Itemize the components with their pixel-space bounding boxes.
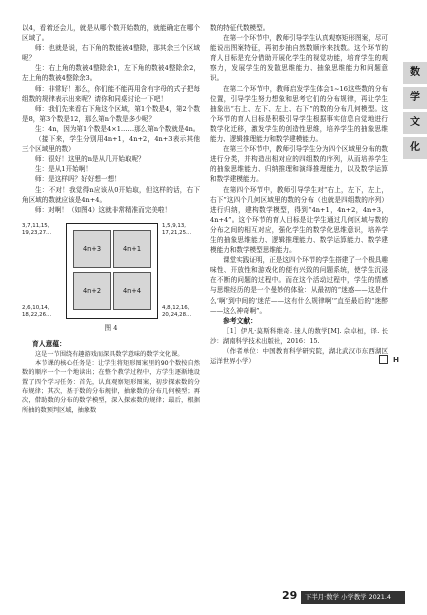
paragraph: 师：对啊！（如图4）这就非常精准而完美啦！ <box>35 205 172 214</box>
paragraph: 师：是这样吗？好好想一想！ <box>35 175 121 184</box>
cell-bottom-right: 4n+4 <box>113 272 151 310</box>
paragraph: 以4，看着还会儿，就是从哪个数开始数的，就能确定在哪个区域了。 <box>22 24 200 43</box>
note-paragraph: 本节课的核心任务是：让学生将矩形图案里的90个数按自然数的顺序一个一个地读出；在整个教学过程中，方学生逐渐地设置了四个学习任务：首先，认真观察矩形图案，初步探索数的分布规律；其次，基于数的分布规律，抽象数的分布几何模型；再次，借助数的分布的数学模型，深入探索数的规律；最后，根据所抽的数预判区域，抽象数 <box>22 360 200 414</box>
annotation: 4,8,12,16, 20,24,28… <box>162 304 192 318</box>
section-heading: 育人意蕴： <box>32 339 66 348</box>
paragraph: 数的特征代数模型。 <box>210 24 270 32</box>
paragraph: 在第四个环节中，教师引导学生对“右上，左下，左上，右下”这四个几何区域里的数的分布（也就是四组数的序列）进行归纳，建构数学模型，得到“4n+1，4n+2，4n+3，4n+4”。这个环节的育人目标是让学生通过几何区域与数的分布之间的相互对应，强化学生的数学化思维意识，培养学生的抽象思维能力、逻辑推理能力、数学运算能力、数学建模能力和数学模型思维能力。 <box>210 185 388 255</box>
reference-item: ［1］伊凡·莫斯科维奇. 迷人的数学[M]. 佘卓桓，译. 长沙：湖南科学技术出版社，2016：15. <box>210 326 388 345</box>
paragraph: 师：也就是说，右下角的数能被4整除，那其余三个区域呢？ <box>22 44 200 63</box>
grid-frame <box>66 223 158 319</box>
paragraph: 生：4n，因为第1个数是4×1……那么第n个数就是4n。 <box>35 124 200 133</box>
right-column <box>210 23 400 366</box>
sidebar-char: 数 <box>403 62 427 84</box>
paragraph: 生：右上角的数被4整除余1，左下角的数被4整除余2，左上角的数被4整除余3。 <box>22 64 200 83</box>
cell-bottom-left: 4n+2 <box>73 272 111 310</box>
annotation: 2,6,10,14, 18,22,26… <box>22 304 52 318</box>
figure-4 <box>22 219 200 337</box>
left-column <box>22 23 200 415</box>
end-mark-icon: H <box>379 355 388 364</box>
journal-title: 下半月·数学 小学教学 2021.4 <box>301 591 405 604</box>
paragraph: 在第一个环节中，教师引导学生认真观察矩形图案，尽可能说出图案特征，再初步抽自然数顺序来找数。这个环节的育人目标是充分借助开展化学生的视觉功能，培育学生的观察力，发展学生的发散思维能力、抽象思维能力和问题意识。 <box>210 34 388 83</box>
cell-top-right: 4n+1 <box>113 230 151 268</box>
paragraph: 在第三个环节中，教师引导学生分为四个区域里分布的数进行分类，并构造出相对应的四组数的序列，从而培养学生的抽象思维能力、归纳推理和演绎推理能力，以及数学运算和数学建模能力。 <box>210 145 388 184</box>
paragraph: （接下来，学生分别用4n+1，4n+2，4n+3表示其他三个区域里的数） <box>22 135 200 154</box>
sidebar-char: 化 <box>403 137 427 159</box>
paragraph: 师：非常好！那么，你们能不能再用含有字母的式子把每组数的规律表示出来呢？请你和同桌讨论一下吧！ <box>22 84 200 103</box>
author-affiliation: （作者单位：中国教育科学研究院，湖北武汉市东西湖区运洋世界小学） H <box>210 347 400 366</box>
note-paragraph: 这是一节围绕有趣游戏而深具数学意味的数学文化课。 <box>35 350 184 358</box>
paragraph: 师：很好！这里的n是从几开始取呢？ <box>35 155 145 164</box>
page-footer <box>0 589 427 615</box>
paragraph: 师：我们先来看右下角这个区域，第1个数是4，第2个数是8，第3个数是12，那么第n个数是多少呢？ <box>22 104 200 123</box>
page-number: 29 <box>282 589 298 602</box>
figure-caption: 图 4 <box>104 323 118 332</box>
annotation: 1,5,9,13, 17,21,25… <box>162 222 192 236</box>
paragraph: 课堂实践证明，正是这四个环节的学生搭建了一个极具趣味性、开放性和游戏化的便有兴致的问题系统，使学生沉浸在不断的问题的过程中。而在这个活动过程中，学生的情感与思维经历的是一个曼妙的体验：从最初的“迷惑——这是什么‘啊’到中间的‘迷茫——这有什么规律啊’”直至最后的“迷醉——这么神奇啊”。 <box>210 256 388 315</box>
paragraph: 生：不对！我觉得n应该从0开始取，但这样的话，右下角区域的数就应该是4n+4。 <box>22 185 200 204</box>
sidebar-char: 学 <box>403 87 427 109</box>
annotation: 3,7,11,15, 19,23,27… <box>22 222 52 236</box>
paragraph: 在第二个环节中，教师启发学生体会1~16这些数的分布位置，引导学生努力想象和思考它们的分布规律，再让学生抽象出“右上、左下、左上、右下”的数的分布几何模型。这个环节的育人目标是积极引导学生根据事实信息自觉地进行数学化迁移，激发学生的创造性思维，培养学生的抽象思维能力、逻辑推理能力和数学建模能力。 <box>210 84 388 144</box>
paragraph: 生：是从1开始啊！ <box>35 165 92 174</box>
references-heading: 参考文献： <box>223 316 257 325</box>
sidebar-char: 文 <box>403 112 427 134</box>
section-sidebar <box>403 62 427 162</box>
cell-top-left: 4n+3 <box>73 230 111 268</box>
